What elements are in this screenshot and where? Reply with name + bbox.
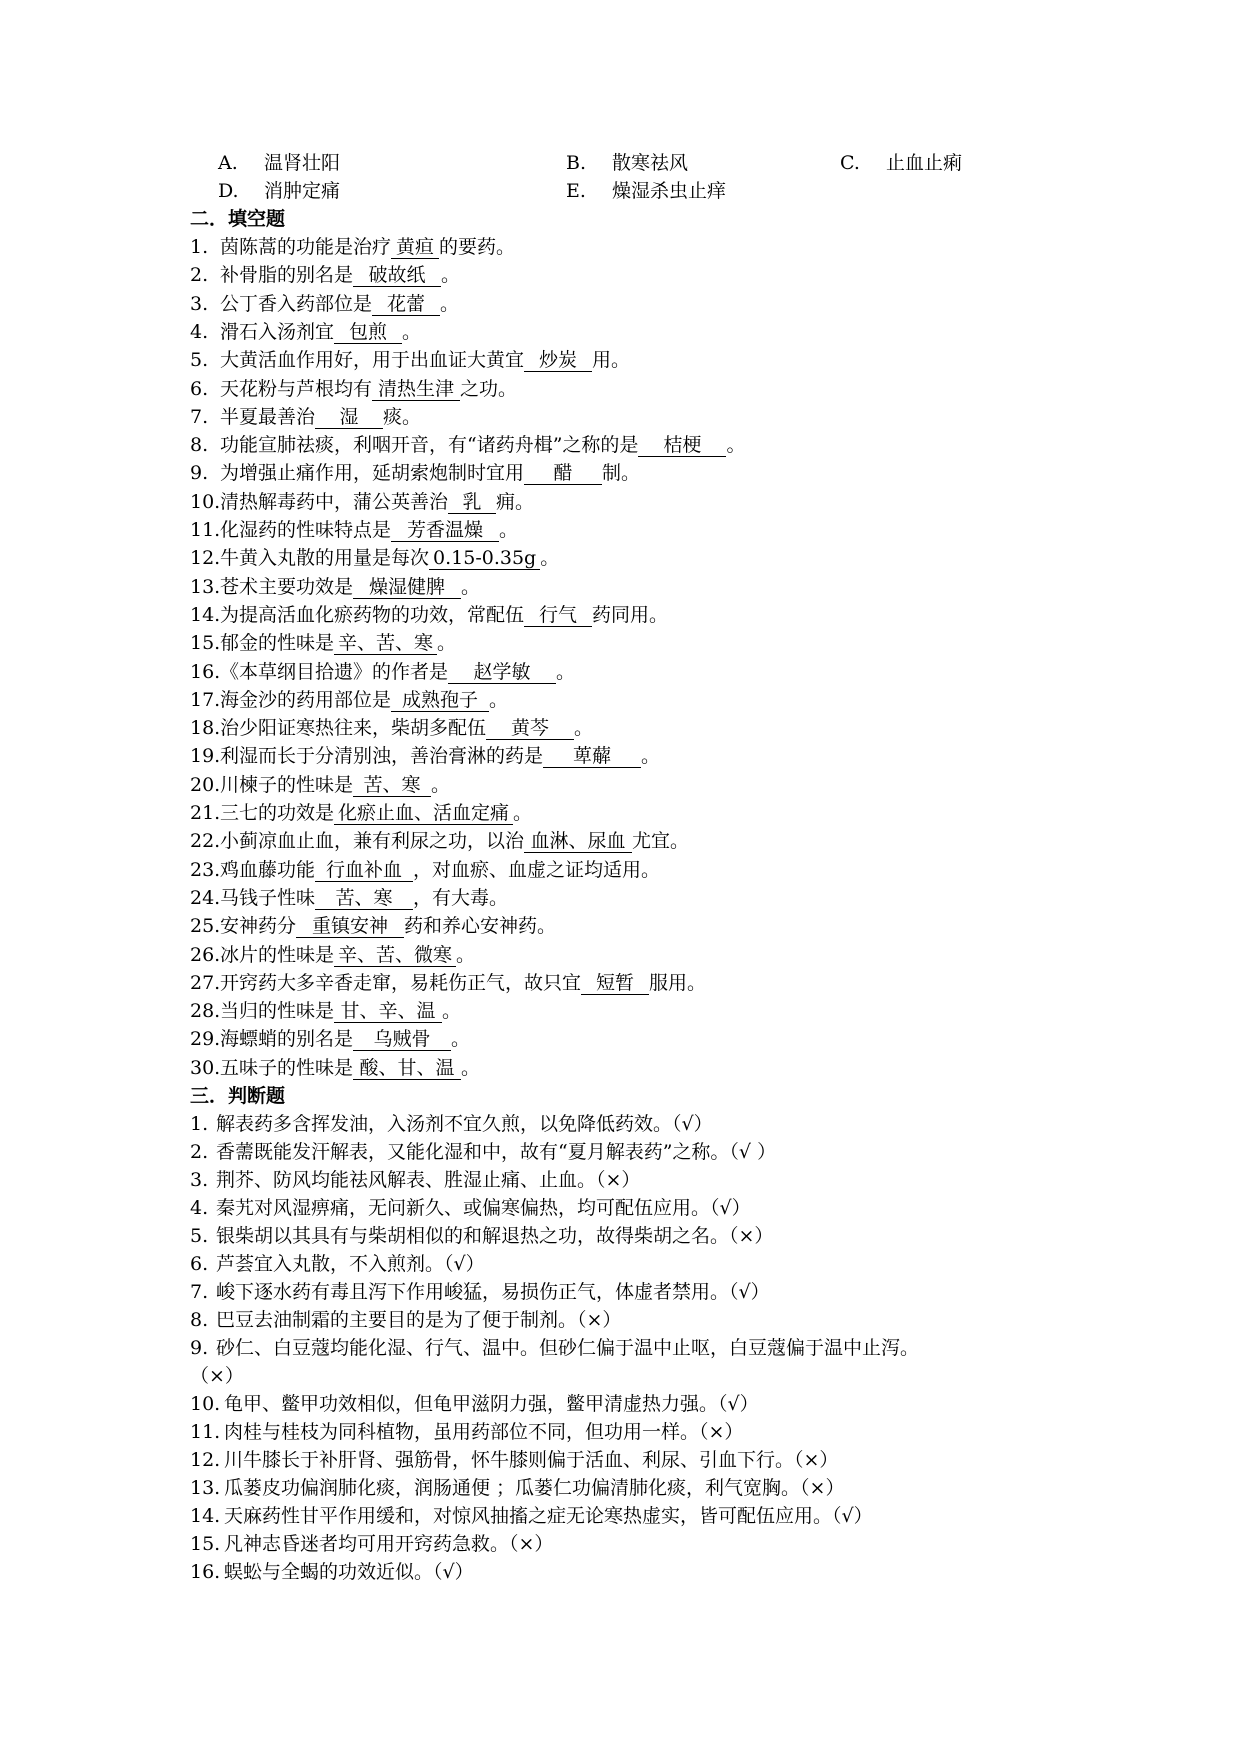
fill-blank-item <box>190 857 660 883</box>
option-text: 止血止痢 <box>886 152 963 174</box>
item-number: 6. <box>190 1253 209 1275</box>
fill-blank-item <box>190 885 508 911</box>
fill-blank-item <box>190 630 456 656</box>
item-question: 马钱子性味 <box>220 886 316 909</box>
item-suffix: 。 <box>461 575 481 598</box>
item-number: 1. <box>190 236 209 258</box>
item-number: 14. <box>190 1505 221 1527</box>
item-question: 为增强止痛作用，延胡索炮制时宜用 <box>220 462 525 485</box>
option-text: 温肾壮阳 <box>264 152 341 174</box>
item-suffix: 。 <box>451 1028 471 1051</box>
item-suffix: 。 <box>402 320 422 343</box>
fill-blank-item <box>190 659 575 685</box>
fill-blank-item <box>190 828 689 854</box>
fill-blank-item <box>190 772 450 798</box>
item-number: 18. <box>190 717 221 740</box>
item-question: 治少阳证寒热往来，柴胡多配伍 <box>220 717 487 740</box>
item-question: 大黄活血作用好，用于出血证大黄宜 <box>220 349 525 372</box>
item-number: 7. <box>190 405 209 428</box>
item-statement: 芦荟宜入丸散，不入煎剂。（√） <box>216 1253 485 1275</box>
answer-blank: 醋 <box>524 462 602 485</box>
item-number: 6. <box>190 377 209 400</box>
answer-blank: 短暂 <box>581 972 649 995</box>
item-number: 17. <box>190 688 221 711</box>
item-question: 开窍药大多辛香走窜，易耗伤正气，故只宜 <box>220 971 582 994</box>
item-statement: 秦艽对风湿痹痛，无问新久、或偏寒偏热，均可配伍应用。（√） <box>216 1197 751 1219</box>
item-number: 2. <box>190 264 209 287</box>
fill-blank-item <box>190 743 660 769</box>
item-question: 天花粉与芦根均有 <box>220 377 373 400</box>
item-number: 27. <box>190 971 221 994</box>
answer-blank: 清热生津 <box>372 378 460 401</box>
item-question: 《本草纲目拾遗》的作者是 <box>220 660 449 683</box>
item-number: 9. <box>190 1337 209 1359</box>
item-number: 20. <box>190 773 221 796</box>
item-suffix: 药和养心安神药。 <box>404 915 557 938</box>
item-suffix: 。 <box>499 519 519 541</box>
item-question: 川楝子的性味是 <box>220 773 354 796</box>
answer-blank: 炒炭 <box>524 349 592 372</box>
option-text: 散寒祛风 <box>612 152 689 174</box>
fill-blank-item <box>190 404 421 430</box>
true-false-item <box>190 1559 474 1585</box>
item-statement: 川牛膝长于补肝肾、强筋骨，怀牛膝则偏于活血、利尿、引血下行。（×） <box>224 1449 839 1471</box>
item-suffix: 。 <box>437 632 457 655</box>
answer-blank: 0.15-0.35g <box>429 547 540 570</box>
item-number: 11. <box>190 1421 221 1443</box>
item-suffix: 药同用。 <box>592 603 669 626</box>
item-question: 苍术主要功效是 <box>220 575 354 598</box>
item-question: 郁金的性味是 <box>220 632 335 655</box>
answer-blank: 行气 <box>524 604 592 627</box>
item-question: 小蓟凉血止血，兼有利尿之功，以治 <box>220 830 525 853</box>
item-question: 海金沙的药用部位是 <box>220 688 392 711</box>
answer-blank: 花蕾 <box>372 293 440 316</box>
item-suffix: ，有大毒。 <box>413 886 509 909</box>
item-number: 11. <box>190 519 221 541</box>
item-question: 为提高活血化瘀药物的功效，常配伍 <box>220 603 525 626</box>
item-question: 公丁香入药部位是 <box>220 292 373 315</box>
fill-blank-item <box>190 517 518 543</box>
item-question: 安神药分 <box>220 915 297 938</box>
item-question: 三七的功效是 <box>220 802 335 824</box>
option-c <box>840 150 962 176</box>
answer-blank: 甘、辛、温 <box>334 1000 442 1023</box>
item-suffix: 服用。 <box>649 971 707 994</box>
item-number: 13. <box>190 1477 221 1499</box>
option-letter: B. <box>566 152 587 174</box>
item-suffix: 尤宜。 <box>632 830 690 853</box>
answer-blank: 黄疸 <box>391 236 439 259</box>
item-number: 10. <box>190 490 221 513</box>
item-question: 化湿药的性味特点是 <box>220 519 392 541</box>
item-question: 滑石入汤剂宜 <box>220 320 335 343</box>
item-number: 3. <box>190 292 209 315</box>
item-question: 冰片的性味是 <box>220 943 335 966</box>
item-suffix: 用。 <box>592 349 631 372</box>
fill-blank-item <box>190 970 706 996</box>
fill-blank-item <box>190 1055 480 1081</box>
item-number: 7. <box>190 1281 209 1303</box>
answer-blank: 重镇安神 <box>296 915 404 938</box>
section-heading-fill-blank: 二．填空题 <box>190 208 286 230</box>
answer-blank: 桔梗 <box>638 434 726 457</box>
fill-blank-item <box>190 942 475 968</box>
true-false-item <box>190 1139 776 1165</box>
true-false-item <box>190 1531 553 1557</box>
item-statement: 峻下逐水药有毒且泻下作用峻猛，易损伤正气，体虚者禁用。（√） <box>216 1281 770 1303</box>
true-false-item <box>190 1503 873 1529</box>
answer-blank: 成熟孢子 <box>391 689 489 712</box>
fill-blank-item <box>190 913 556 939</box>
item-suffix: 之功。 <box>460 377 518 400</box>
item-number: 2. <box>190 1141 209 1163</box>
fill-blank-item <box>190 687 508 713</box>
item-number: 21. <box>190 802 221 824</box>
item-number: 23. <box>190 858 221 881</box>
answer-blank: 乌贼骨 <box>353 1028 451 1051</box>
fill-blank-item <box>190 715 593 741</box>
item-suffix: 。 <box>513 802 533 824</box>
answer-blank: 辛、苦、寒 <box>334 632 437 655</box>
item-statement: 巴豆去油制霜的主要目的是为了便于制剂。（×） <box>216 1309 622 1331</box>
item-statement: 天麻药性甘平作用缓和，对惊风抽搐之症无论寒热虚实，皆可配伍应用。（√） <box>224 1505 873 1527</box>
item-question: 茵陈蒿的功能是治疗 <box>220 236 392 258</box>
item-question: 鸡血藤功能 <box>220 858 316 881</box>
true-false-item <box>190 1111 713 1137</box>
option-a <box>218 150 340 176</box>
item-suffix: 。 <box>726 434 746 457</box>
item-suffix: 。 <box>574 717 594 740</box>
fill-blank-item <box>190 545 559 571</box>
item-number: 4. <box>190 1197 209 1219</box>
item-number: 16. <box>190 1561 221 1583</box>
fill-blank-item <box>190 574 480 600</box>
item-suffix: 。 <box>489 688 509 711</box>
item-suffix: 。 <box>431 773 451 796</box>
item-question: 补骨脂的别名是 <box>220 264 354 287</box>
fill-blank-item <box>190 1026 470 1052</box>
option-b <box>566 150 688 176</box>
answer-blank: 赵学敏 <box>448 661 556 684</box>
true-false-item <box>190 1335 919 1361</box>
item-suffix: 的要药。 <box>439 236 516 258</box>
item-suffix: 。 <box>461 1056 481 1079</box>
item-number: 29. <box>190 1028 221 1051</box>
item-number: 15. <box>190 632 221 655</box>
true-false-item <box>190 1223 773 1249</box>
answer-blank: 辛、苦、微寒 <box>334 944 456 967</box>
item-number: 3. <box>190 1169 209 1191</box>
item-question: 半夏最善治 <box>220 405 316 428</box>
item-statement: 银柴胡以其具有与柴胡相似的和解退热之功，故得柴胡之名。（×） <box>216 1225 774 1247</box>
answer-blank: 燥湿健脾 <box>353 576 461 599</box>
answer-blank: 行血补血 <box>315 859 413 882</box>
true-false-item <box>190 1195 751 1221</box>
item-number: 10. <box>190 1393 221 1415</box>
answer-blank: 黄芩 <box>486 717 574 740</box>
item-statement: 荆芥、防风均能祛风解表、胜湿止痛、止血。（×） <box>216 1169 641 1191</box>
item-number: 5. <box>190 1225 209 1247</box>
fill-blank-item <box>190 262 460 288</box>
item-question: 牛黄入丸散的用量是每次 <box>220 547 430 570</box>
item-suffix: 。 <box>540 547 560 570</box>
answer-blank: 湿 <box>315 406 383 429</box>
item-statement: 龟甲、鳖甲功效相似，但龟甲滋阴力强，鳖甲清虚热力强。（√） <box>224 1393 759 1415</box>
fill-blank-item <box>190 800 532 826</box>
item-suffix: 。 <box>641 745 661 768</box>
answer-blank: 化瘀止血、活血定痛 <box>334 802 513 825</box>
fill-blank-item <box>190 432 745 458</box>
item-number: 15. <box>190 1533 221 1555</box>
answer-blank: 酸、甘、温 <box>353 1057 461 1080</box>
item-number: 12. <box>190 1449 221 1471</box>
item-statement: 香薷既能发汗解表，又能化湿和中，故有“夏月解表药”之称。（√ ） <box>216 1141 777 1163</box>
fill-blank-item <box>190 460 640 486</box>
option-letter: E. <box>566 180 586 202</box>
option-letter: D. <box>218 180 239 202</box>
answer-blank: 芳香温燥 <box>391 519 499 542</box>
item-number: 19. <box>190 745 221 768</box>
answer-blank: 包煎 <box>334 321 402 344</box>
item-number: 1. <box>190 1113 209 1135</box>
true-false-item <box>190 1447 838 1473</box>
item-number: 8. <box>190 1309 209 1331</box>
true-false-item <box>190 1307 621 1333</box>
item-question: 当归的性味是 <box>220 1000 335 1023</box>
fill-blank-item <box>190 376 517 402</box>
item-number: 9. <box>190 462 209 485</box>
item-question: 清热解毒药中，蒲公英善治 <box>220 490 449 513</box>
item-number: 8. <box>190 434 209 457</box>
item-question: 海螵蛸的别名是 <box>220 1028 354 1051</box>
item-suffix: 。 <box>456 943 476 966</box>
fill-blank-item <box>190 602 668 628</box>
answer-blank: 破故纸 <box>353 264 441 287</box>
option-text: 燥湿杀虫止痒 <box>612 180 727 202</box>
option-letter: C. <box>840 152 860 174</box>
option-d <box>218 178 340 204</box>
answer-blank: 乳 <box>448 491 496 514</box>
item-number: 13. <box>190 575 221 598</box>
item-statement: 肉桂与桂枝为同科植物，虽用药部位不同，但功用一样。（×） <box>224 1421 744 1443</box>
item-suffix: ，对血瘀、血虚之证均适用。 <box>413 858 661 881</box>
item-suffix: 。 <box>442 1000 462 1023</box>
answer-blank: 萆薢 <box>543 745 641 768</box>
true-false-item <box>190 1167 640 1193</box>
item-suffix: 痈。 <box>496 490 535 513</box>
item-number: 16. <box>190 660 221 683</box>
item-suffix: 制。 <box>602 462 641 485</box>
item-suffix: 。 <box>441 264 461 287</box>
item-number: 24. <box>190 886 221 909</box>
item-number: 25. <box>190 915 221 938</box>
option-text: 消肿定痛 <box>264 180 341 202</box>
fill-blank-item <box>190 319 421 345</box>
item-number: 4. <box>190 320 209 343</box>
item-number: 28. <box>190 1000 221 1023</box>
item-number: 26. <box>190 943 221 966</box>
item-statement: 瓜蒌皮功偏润肺化痰，润肠通便 ；瓜蒌仁功偏清肺化痰，利气宽胸。（×） <box>224 1477 845 1499</box>
item-question: 利湿而长于分清别浊，善治膏淋的药是 <box>220 745 544 768</box>
answer-blank: 血淋、尿血 <box>524 830 632 853</box>
true-false-item <box>190 1251 485 1277</box>
option-e <box>566 178 726 204</box>
item-number: 12. <box>190 547 221 570</box>
true-false-item <box>190 1279 770 1305</box>
true-false-item <box>190 1419 743 1445</box>
item-number: 14. <box>190 603 221 626</box>
item-statement: 解表药多含挥发油，入汤剂不宜久煎，以免降低药效。（√） <box>216 1113 713 1135</box>
item-number: 5. <box>190 349 209 372</box>
answer-blank: 苦、寒 <box>353 774 431 797</box>
section-heading-true-false: 三．判断题 <box>190 1085 286 1107</box>
fill-blank-item <box>190 234 515 260</box>
fill-blank-item <box>190 291 459 317</box>
item-suffix: 。 <box>556 660 576 683</box>
item-statement: 砂仁、白豆蔻均能化湿、行气、温中。但砂仁偏于温中止呕，白豆蔻偏于温中止泻。 <box>216 1337 920 1359</box>
item-number: 22. <box>190 830 221 853</box>
item-statement-continued: （×） <box>190 1365 244 1387</box>
answer-blank: 苦、寒 <box>315 887 413 910</box>
item-suffix: 。 <box>440 292 460 315</box>
fill-blank-item <box>190 489 534 515</box>
item-number: 30. <box>190 1056 221 1079</box>
fill-blank-item <box>190 347 630 373</box>
item-question: 功能宣肺祛痰，利咽开音，有“诸药舟楫”之称的是 <box>220 434 639 457</box>
option-letter: A. <box>218 152 238 174</box>
item-statement: 凡神志昏迷者均可用开窍药急救。（×） <box>224 1533 554 1555</box>
true-false-item <box>190 1391 759 1417</box>
item-statement: 蜈蚣与全蝎的功效近似。（√） <box>224 1561 474 1583</box>
fill-blank-item <box>190 998 461 1024</box>
item-suffix: 痰。 <box>383 405 422 428</box>
item-question: 五味子的性味是 <box>220 1056 354 1079</box>
true-false-item <box>190 1475 844 1501</box>
